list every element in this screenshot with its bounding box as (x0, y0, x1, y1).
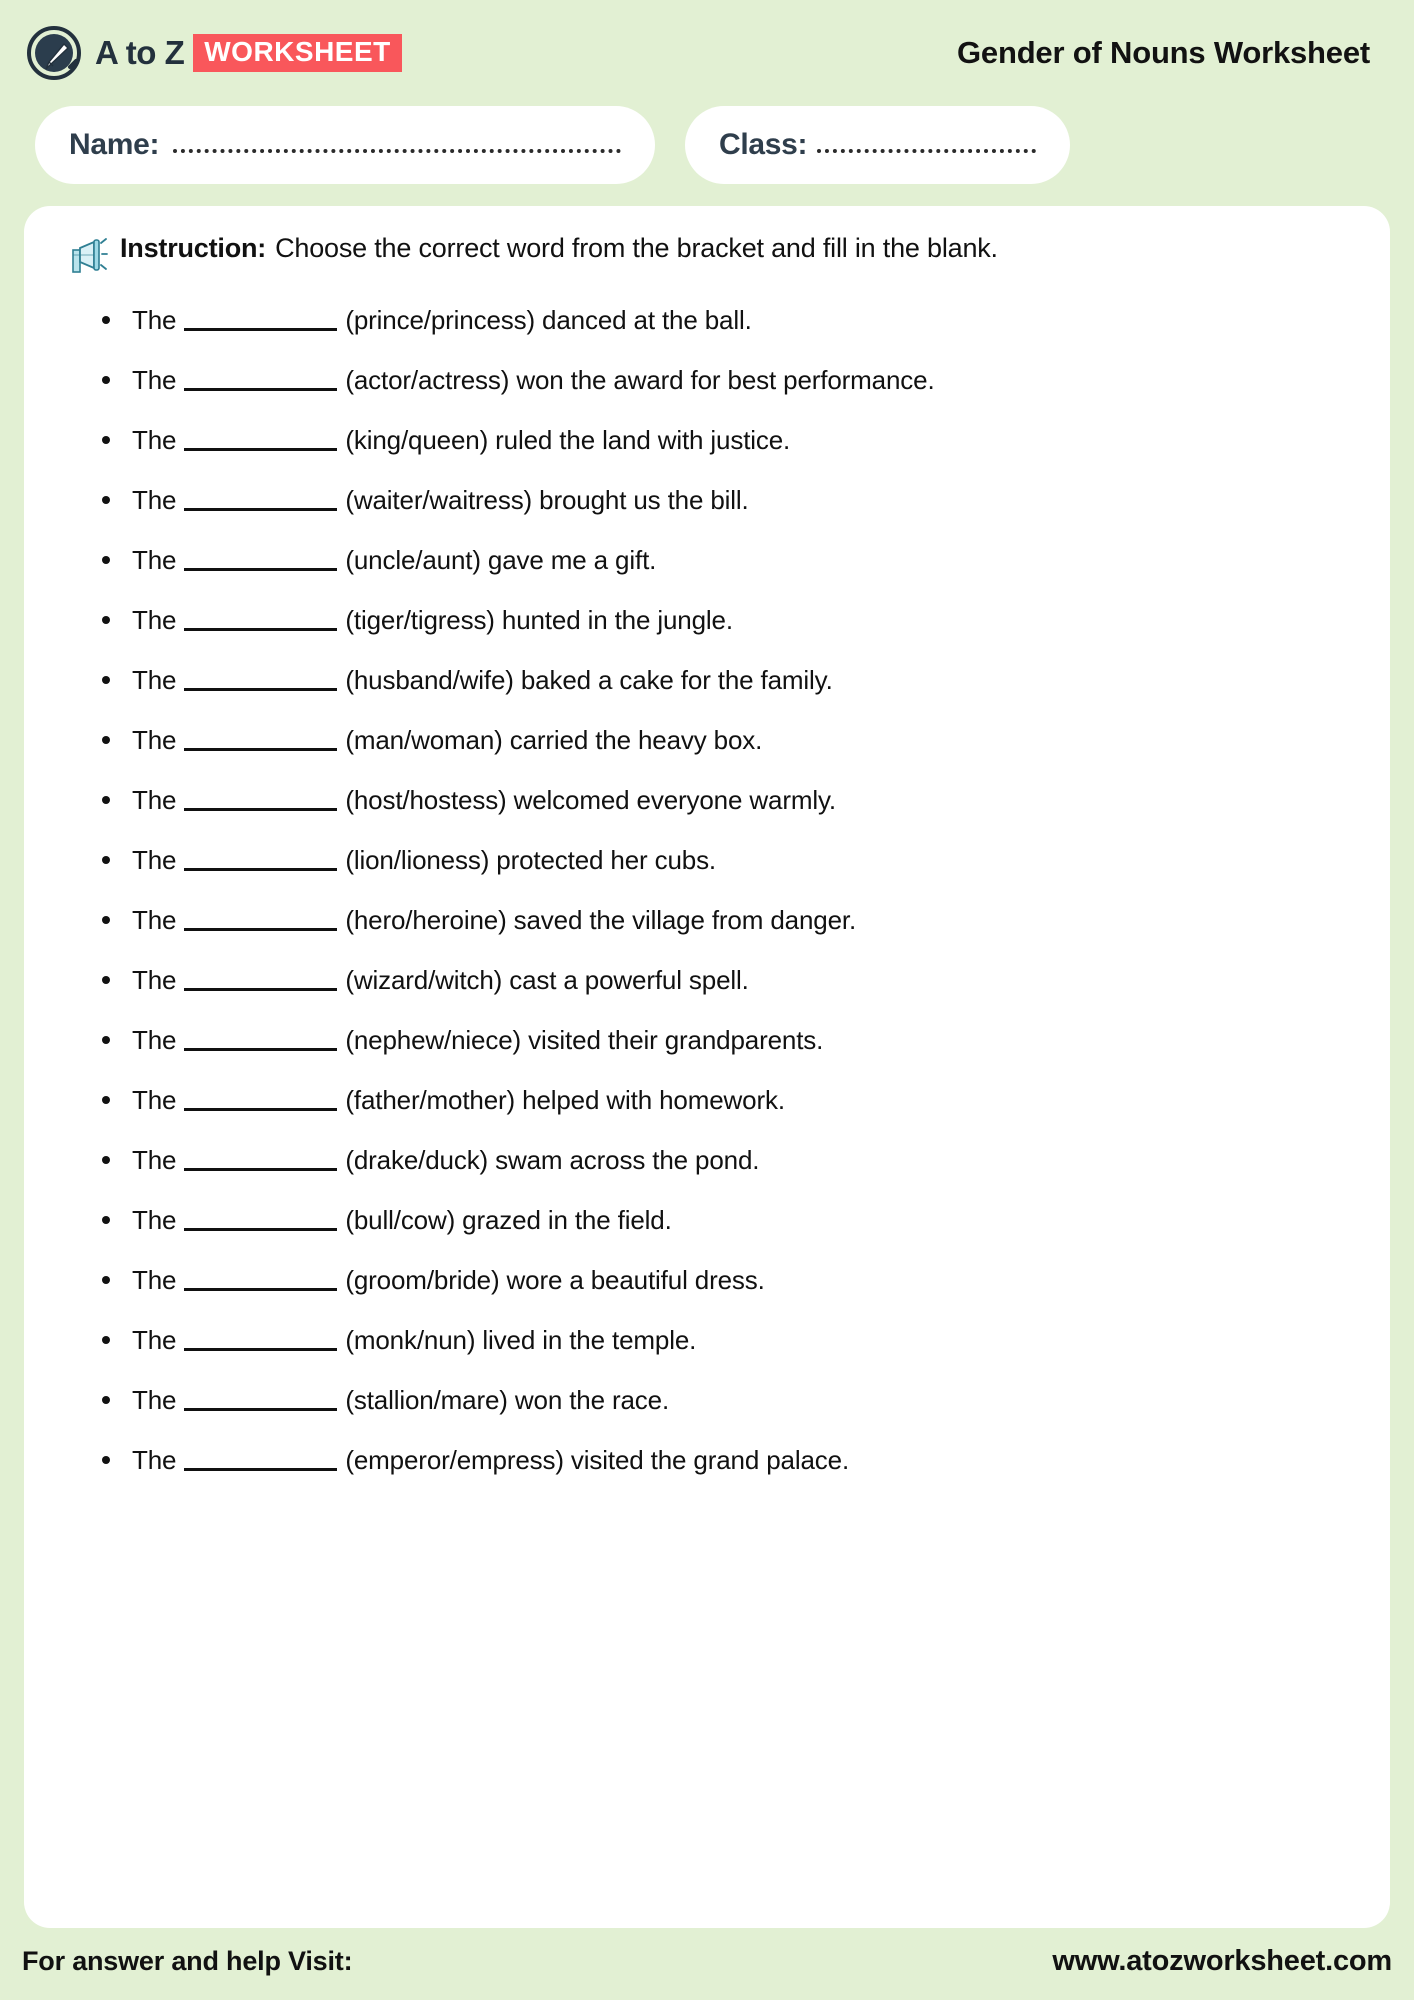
question-lead: The (132, 784, 177, 815)
answer-blank[interactable] (184, 849, 337, 871)
answer-blank[interactable] (184, 489, 337, 511)
answer-blank[interactable] (184, 1389, 337, 1411)
answer-blank[interactable] (184, 369, 337, 391)
question-text: (actor/actress) won the award for best performance. (345, 364, 935, 395)
question-text: (uncle/aunt) gave me a gift. (345, 544, 657, 575)
brand-wordmark (95, 34, 402, 72)
page-title: Gender of Nouns Worksheet (957, 35, 1370, 70)
question-text: (waiter/waitress) brought us the bill. (345, 484, 749, 515)
answer-blank[interactable] (184, 1209, 337, 1231)
list-item (132, 1310, 1360, 1370)
answer-blank[interactable] (184, 1029, 337, 1051)
answer-blank[interactable] (184, 429, 337, 451)
question-lead: The (132, 1384, 177, 1415)
name-label: Name: (69, 128, 160, 161)
question-lead: The (132, 724, 177, 755)
question-lead: The (132, 1024, 177, 1055)
list-item (132, 350, 1360, 410)
instruction-body: Choose the correct word from the bracket and fill in the blank. (275, 233, 998, 263)
question-text: (father/mother) helped with homework. (345, 1084, 785, 1115)
answer-blank[interactable] (184, 1269, 337, 1291)
list-item (132, 950, 1360, 1010)
instruction-text-wrap (120, 232, 998, 266)
question-lead: The (132, 544, 177, 575)
answer-blank[interactable] (184, 1089, 337, 1111)
list-item (132, 530, 1360, 590)
question-lead: The (132, 304, 177, 335)
question-lead: The (132, 664, 177, 695)
pen-circle-icon (26, 25, 82, 81)
question-lead: The (132, 1204, 177, 1235)
question-text: (drake/duck) swam across the pond. (345, 1144, 760, 1175)
question-text: (man/woman) carried the heavy box. (345, 724, 763, 755)
question-text: (stallion/mare) won the race. (345, 1384, 670, 1415)
question-text: (husband/wife) baked a cake for the family. (345, 664, 833, 695)
question-text: (bull/cow) grazed in the field. (345, 1204, 672, 1235)
page-header (0, 0, 1414, 106)
question-lead: The (132, 1444, 177, 1475)
question-text: (emperor/empress) visited the grand palace. (345, 1444, 850, 1475)
list-item (132, 1250, 1360, 1310)
answer-blank[interactable] (184, 669, 337, 691)
brand-logo-group (26, 25, 402, 81)
list-item (132, 470, 1360, 530)
question-list (54, 290, 1360, 1490)
question-text: (groom/bride) wore a beautiful dress. (345, 1264, 765, 1295)
answer-blank[interactable] (184, 1329, 337, 1351)
question-text: (king/queen) ruled the land with justice. (345, 424, 791, 455)
question-text: (host/hostess) welcomed everyone warmly. (345, 784, 836, 815)
answer-blank[interactable] (184, 729, 337, 751)
question-lead: The (132, 424, 177, 455)
name-field[interactable] (35, 106, 655, 184)
question-lead: The (132, 1144, 177, 1175)
answer-blank[interactable] (184, 549, 337, 571)
class-field[interactable] (685, 106, 1070, 184)
class-label: Class: (719, 128, 808, 161)
list-item (132, 1070, 1360, 1130)
name-input-line[interactable] (173, 134, 621, 156)
class-input-line[interactable] (817, 134, 1036, 156)
list-item (132, 830, 1360, 890)
question-lead: The (132, 604, 177, 635)
list-item (132, 590, 1360, 650)
question-lead: The (132, 964, 177, 995)
list-item (132, 1190, 1360, 1250)
question-text: (hero/heroine) saved the village from danger. (345, 904, 857, 935)
list-item (132, 710, 1360, 770)
question-lead: The (132, 844, 177, 875)
worksheet-card (24, 206, 1390, 1928)
question-lead: The (132, 1264, 177, 1295)
list-item (132, 1370, 1360, 1430)
instruction-row (54, 232, 1360, 284)
brand-name: A to Z (95, 34, 185, 71)
question-text: (wizard/witch) cast a powerful spell. (345, 964, 749, 995)
list-item (132, 1130, 1360, 1190)
brand-badge: WORKSHEET (193, 34, 402, 71)
question-lead: The (132, 1084, 177, 1115)
list-item (132, 410, 1360, 470)
list-item (132, 290, 1360, 350)
answer-blank[interactable] (184, 789, 337, 811)
answer-blank[interactable] (184, 1449, 337, 1471)
list-item (132, 650, 1360, 710)
question-lead: The (132, 1324, 177, 1355)
question-text: (prince/princess) danced at the ball. (345, 304, 752, 335)
question-text: (nephew/niece) visited their grandparents. (345, 1024, 824, 1055)
megaphone-icon (68, 238, 108, 274)
answer-blank[interactable] (184, 969, 337, 991)
question-text: (tiger/tigress) hunted in the jungle. (345, 604, 733, 635)
list-item (132, 890, 1360, 950)
footer-prompt: For answer and help Visit: (22, 1945, 353, 1976)
instruction-label: Instruction: (120, 233, 267, 263)
answer-blank[interactable] (184, 309, 337, 331)
answer-blank[interactable] (184, 609, 337, 631)
question-lead: The (132, 904, 177, 935)
question-text: (lion/lioness) protected her cubs. (345, 844, 717, 875)
list-item (132, 1010, 1360, 1070)
list-item (132, 1430, 1360, 1490)
answer-blank[interactable] (184, 909, 337, 931)
answer-blank[interactable] (184, 1149, 337, 1171)
footer-website[interactable]: www.atozworksheet.com (1052, 1944, 1392, 1977)
question-lead: The (132, 364, 177, 395)
question-lead: The (132, 484, 177, 515)
question-text: (monk/nun) lived in the temple. (345, 1324, 697, 1355)
student-info-row (0, 106, 1414, 184)
list-item (132, 770, 1360, 830)
page-footer (0, 1928, 1414, 2000)
